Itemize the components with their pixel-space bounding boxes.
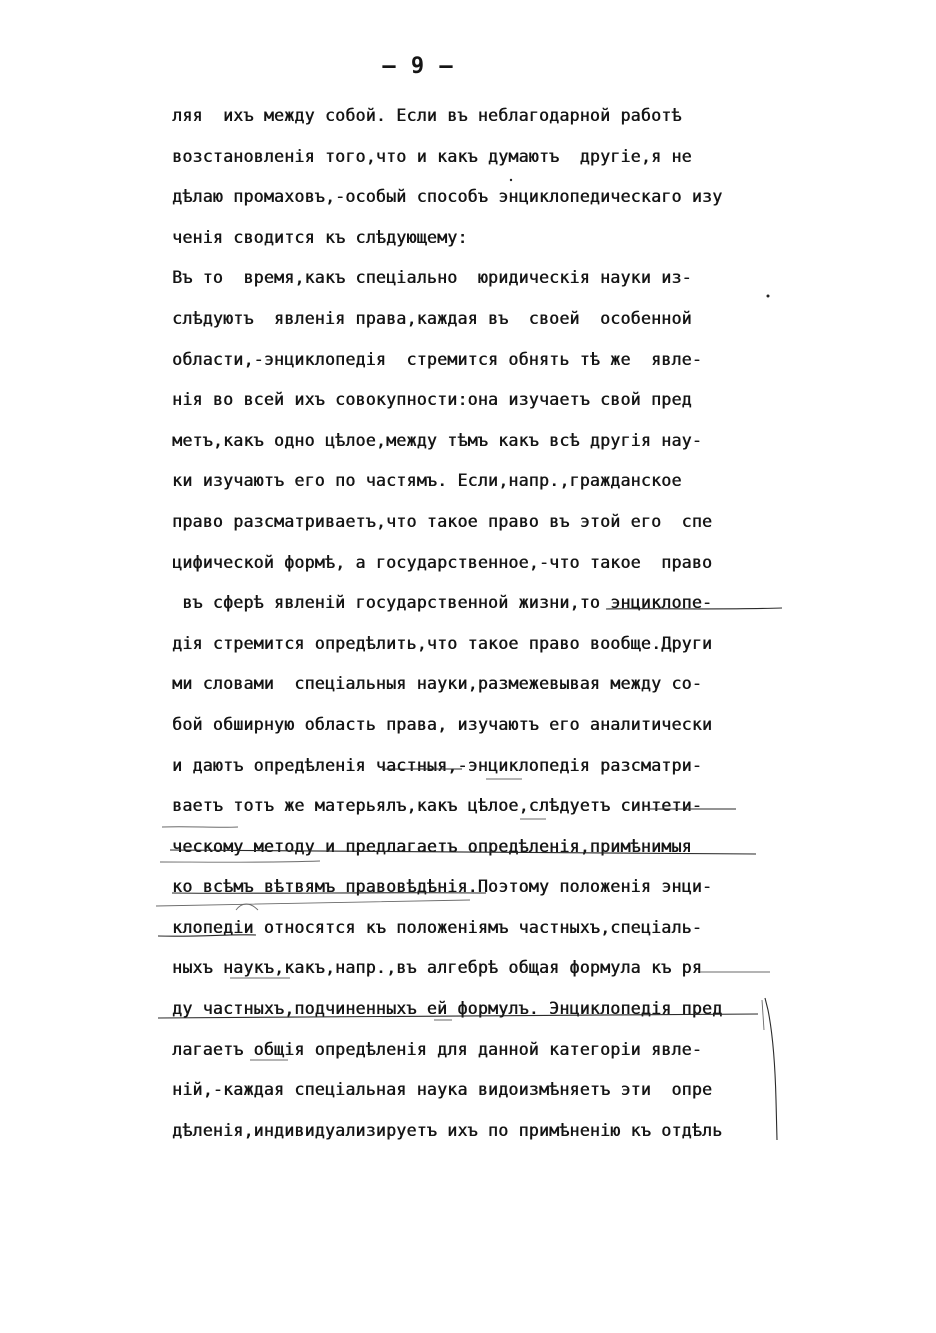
text-line: Въ то время,какъ спеціально юридическія науки из- [172, 268, 692, 288]
text-line: бой обширную область права, изучаютъ его аналитически [172, 714, 713, 734]
page-number: – 9 – [382, 54, 454, 79]
text-line: ляя ихъ между собой. Если въ неблагодарной работѣ [172, 106, 682, 125]
text-line: ми словами спеціальныя науки,размежевывая между со- [172, 674, 702, 694]
text-line: ки изучаютъ его по частямъ. Если,напр.,гражданское [172, 471, 682, 491]
text-line: въ сферѣ явленій государственной жизни,то энциклопе- [172, 593, 713, 613]
text-line: клопедіи относятся къ положеніямъ частныхъ,спеціаль- [172, 917, 702, 937]
text-line: ваетъ тотъ же матерьялъ,какъ цѣлое,слѣдуетъ синтети- [172, 796, 702, 816]
text-line: дія стремится опредѣлить,что такое право вообще.Други [172, 633, 713, 653]
text-line: ній,-каждая спеціальная наука видоизмѣняетъ эти опре [172, 1080, 713, 1100]
text-line: ко всѣмъ вѣтвямъ правовѣдѣнія.Поэтому положенія энци- [172, 877, 713, 897]
text-line: области,-энциклопедія стремится обнять тѣ же явле- [172, 349, 702, 369]
text-line: метъ,какъ одно цѣлое,между тѣмъ какъ всѣ другія нау- [172, 430, 702, 450]
text-line: цифической формѣ, а государственное,-что такое право [172, 552, 713, 572]
body-text [172, 96, 782, 1151]
text-line: ду частныхъ,подчиненныхъ ей формулъ. Энциклопедія пред [172, 999, 723, 1019]
text-line: слѣдуютъ явленія права,каждая въ своей особенной [172, 308, 692, 328]
text-line: возстановленія того,что и какъ думаютъ другіе,я не [172, 146, 692, 166]
text-line: ныхъ наукъ,какъ,напр.,въ алгебрѣ общая формула къ ря [172, 958, 702, 978]
text-line: нія во всей ихъ совокупности:она изучаетъ свой пред [172, 390, 692, 410]
text-line: дѣлаю промаховъ,-особый способъ энциклопедическаго изу [172, 187, 723, 207]
text-line: и даютъ опредѣленія частныя,-энциклопедія разсматри- [172, 755, 702, 775]
text-line: право разсматриваетъ,что такое право въ этой его спе [172, 511, 713, 531]
text-line: дѣленія,индивидуализируетъ ихъ по примѣненію къ отдѣль [172, 1120, 723, 1140]
text-line: ческому методу и предлагаетъ опредѣленія,примѣнимыя [172, 836, 692, 856]
text-line: ченія сводится къ слѣдующему: [172, 227, 468, 247]
text-line: лагаетъ общія опредѣленія для данной категоріи явле- [172, 1039, 702, 1059]
